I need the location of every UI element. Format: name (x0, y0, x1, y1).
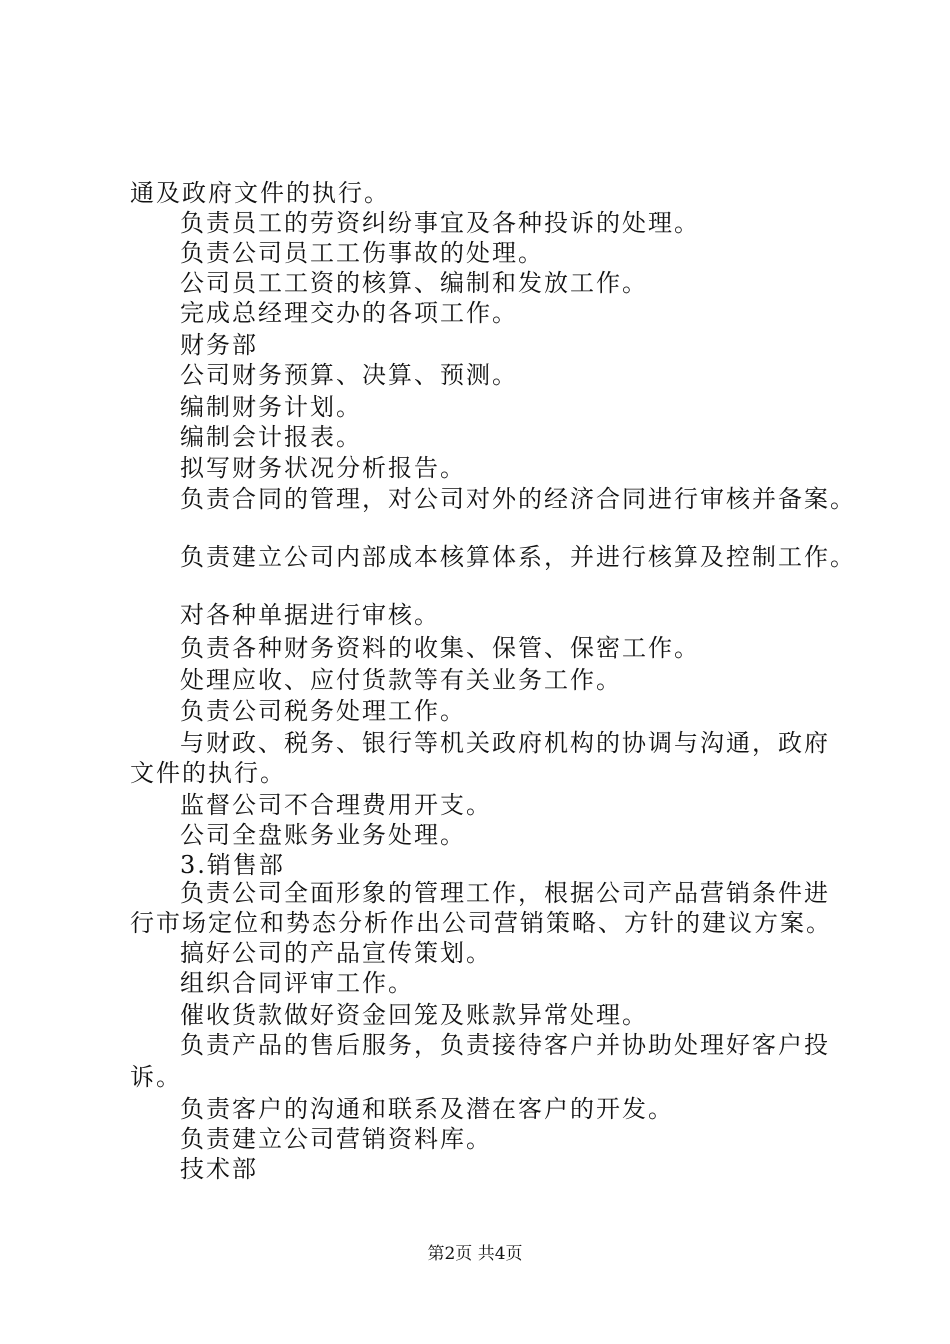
text-line: 文件的执行。 (130, 759, 286, 787)
text-line: 通及政府文件的执行。 (130, 179, 390, 207)
text-line: 公司全盘账务业务处理。 (180, 821, 466, 849)
text-line: 负责公司全面形象的管理工作，根据公司产品营销条件进 (180, 879, 830, 907)
text-line: 处理应收、应付货款等有关业务工作。 (180, 666, 622, 694)
text-line: 负责建立公司营销资料库。 (180, 1125, 492, 1153)
text-line: 催收货款做好资金回笼及账款异常处理。 (180, 1001, 648, 1029)
text-line: 搞好公司的产品宣传策划。 (180, 939, 492, 967)
text-line: 与财政、税务、银行等机关政府机构的协调与沟通，政府 (180, 729, 830, 757)
text-line: 编制会计报表。 (180, 423, 362, 451)
text-line: 负责公司税务处理工作。 (180, 697, 466, 725)
text-line: 编制财务计划。 (180, 393, 362, 421)
text-line: 负责产品的售后服务，负责接待客户并协助处理好客户投 (180, 1031, 830, 1059)
text-line: 负责合同的管理，对公司对外的经济合同进行审核并备案。 (180, 485, 856, 513)
text-line: 拟写财务状况分析报告。 (180, 454, 466, 482)
text-line: 组织合同评审工作。 (180, 969, 414, 997)
text-line: 公司财务预算、决算、预测。 (180, 361, 518, 389)
text-line: 诉。 (130, 1063, 182, 1091)
text-line: 负责公司员工工伤事故的处理。 (180, 239, 544, 267)
text-line: 监督公司不合理费用开支。 (180, 791, 492, 819)
text-line: 完成总经理交办的各项工作。 (180, 299, 518, 327)
text-line: 负责员工的劳资纠纷事宜及各种投诉的处理。 (180, 209, 700, 237)
text-line: 行市场定位和势态分析作出公司营销策略、方针的建议方案。 (130, 909, 832, 937)
section-heading-finance: 财务部 (180, 331, 258, 359)
text-line: 负责建立公司内部成本核算体系，并进行核算及控制工作。 (180, 543, 856, 571)
text-line: 负责客户的沟通和联系及潜在客户的开发。 (180, 1095, 674, 1123)
text-line: 负责各种财务资料的收集、保管、保密工作。 (180, 634, 700, 662)
page-number-footer: 第2页 共4页 (427, 1244, 523, 1264)
text-line: 对各种单据进行审核。 (180, 601, 440, 629)
section-heading-tech: 技术部 (180, 1155, 258, 1183)
section-heading-sales: 3.销售部 (180, 851, 285, 879)
text-line: 公司员工工资的核算、编制和发放工作。 (180, 269, 648, 297)
